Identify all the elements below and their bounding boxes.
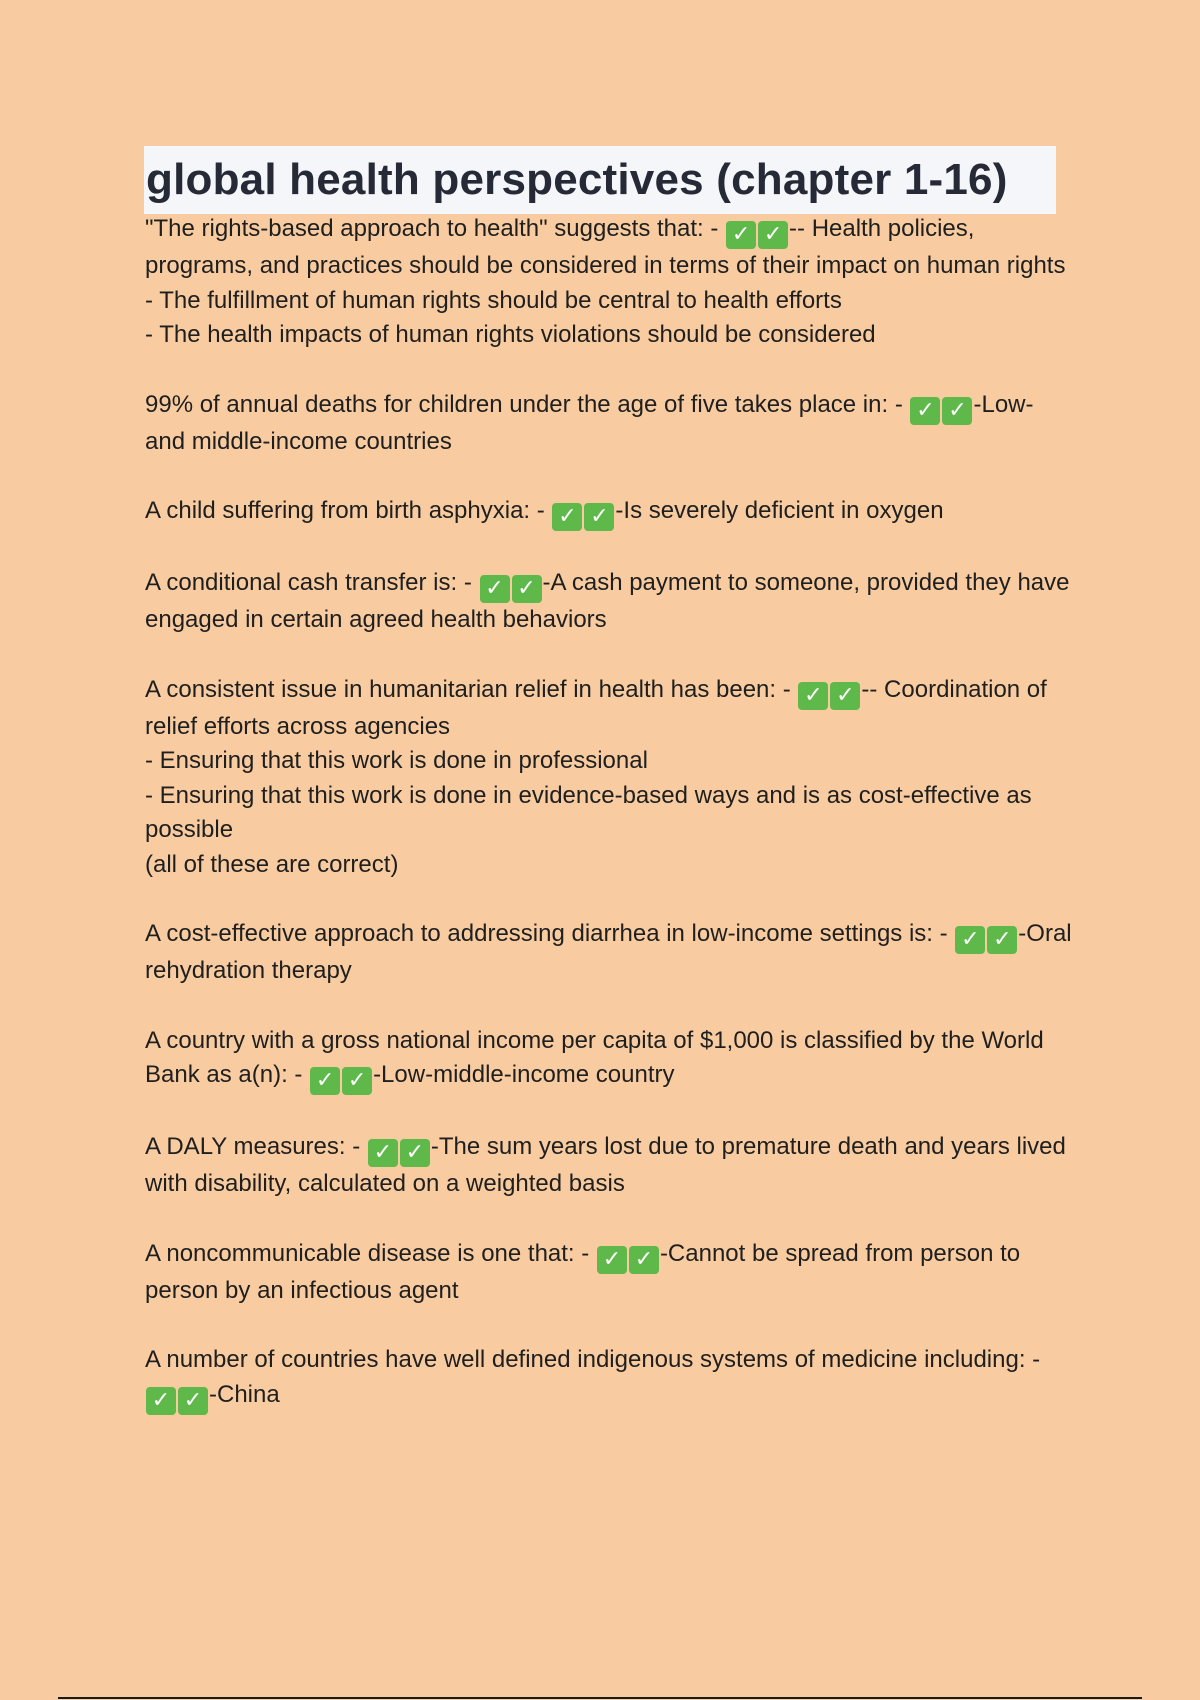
check-icon: ✓	[758, 221, 788, 249]
answer-text: -The sum years lost due to premature death and years lived with disability, calculated on a weighted basis	[145, 1133, 1066, 1197]
check-icon: ✓	[629, 1246, 659, 1274]
check-icon: ✓	[480, 575, 510, 603]
qa-item	[145, 673, 1075, 883]
answer-text: -Is severely deficient in oxygen	[615, 497, 944, 524]
answer-text: -Low- and middle-income countries	[145, 390, 1034, 455]
check-icon: ✓	[987, 926, 1017, 954]
check-icon: ✓	[830, 682, 860, 710]
question-text: A number of countries have well defined indigenous systems of medicine including: -	[145, 1346, 1041, 1373]
check-icon: ✓	[942, 397, 972, 425]
qa-item	[145, 1343, 1075, 1415]
question-text: A cost-effective approach to addressing diarrhea in low-income settings is: -	[145, 920, 955, 947]
qa-item	[145, 212, 1075, 353]
question-text: "The rights-based approach to health" suggests that: -	[145, 215, 726, 242]
check-icon: ✓	[400, 1139, 430, 1167]
question-text: A noncommunicable disease is one that: -	[145, 1239, 596, 1267]
answer-text: -Cannot be spread from person to person by an infectious agent	[145, 1239, 1021, 1304]
check-icon: ✓	[955, 926, 985, 954]
question-text: 99% of annual deaths for children under the age of five takes place in: -	[145, 390, 910, 418]
check-icon: ✓	[798, 682, 828, 710]
question-text: A DALY measures: -	[145, 1133, 367, 1160]
check-icon: ✓	[310, 1067, 340, 1095]
question-text: A country with a gross national income per capita of $1,000 is classified by the World Bank as a(n): -	[145, 1026, 1044, 1088]
check-icon: ✓	[597, 1246, 627, 1274]
footer-divider	[58, 1697, 1142, 1699]
question-text: A child suffering from birth asphyxia: -	[145, 497, 552, 524]
qa-item	[145, 917, 1075, 989]
question-text: A conditional cash transfer is: -	[145, 569, 479, 596]
question-text: A consistent issue in humanitarian relief in health has been: -	[145, 675, 798, 703]
check-icon: ✓	[910, 397, 940, 425]
check-icon: ✓	[342, 1067, 372, 1095]
qa-item	[145, 1130, 1075, 1202]
answer-text: -China	[209, 1380, 280, 1408]
qa-item	[145, 566, 1075, 638]
qa-list	[145, 212, 1075, 1450]
answer-text: -Low-middle-income country	[373, 1061, 675, 1088]
answer-text: -- Coordination of relief efforts across agencies - Ensuring that this work is done in professional - Ensuring that this work is done in evidence-based ways and is as cost-effective as possible (all of these are correct)	[145, 675, 1047, 878]
qa-item	[145, 1024, 1075, 1096]
check-icon: ✓	[512, 575, 542, 603]
check-icon: ✓	[368, 1139, 398, 1167]
qa-item	[145, 494, 1075, 531]
answer-text: -A cash payment to someone, provided they have engaged in certain agreed health behaviors	[145, 569, 1070, 633]
answer-text: -- Health policies, programs, and practices should be considered in terms of their impact on human rights - The fulfillment of human rights should be central to health efforts - The health impacts of human rights violations should be considered	[145, 215, 1066, 348]
check-icon: ✓	[552, 503, 582, 531]
check-icon: ✓	[146, 1387, 176, 1415]
answer-text: -Oral rehydration therapy	[145, 920, 1072, 984]
check-icon: ✓	[178, 1387, 208, 1415]
check-icon: ✓	[726, 221, 756, 249]
document-title: global health perspectives (chapter 1-16)	[146, 155, 1008, 204]
check-icon: ✓	[584, 503, 614, 531]
qa-item	[145, 388, 1075, 460]
qa-item	[145, 1237, 1075, 1309]
